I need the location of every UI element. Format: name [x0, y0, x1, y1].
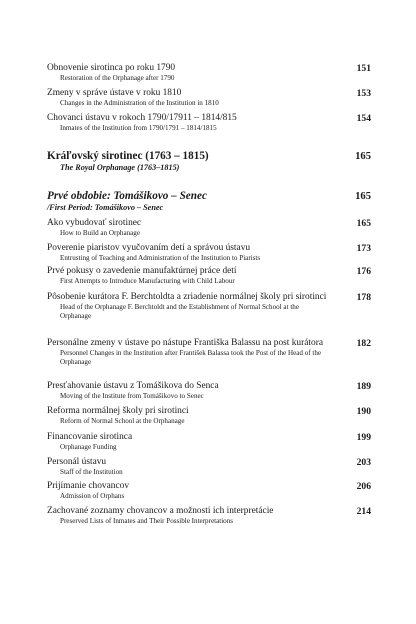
- entry-title: Personálne zmeny v ústave po nástupe Františka Balassu na post kurátora: [47, 338, 323, 348]
- toc-entry: [47, 506, 371, 526]
- entry-page: 203: [356, 457, 371, 468]
- entry-title: Personál ústavu: [47, 457, 107, 467]
- toc-entry: [47, 243, 371, 263]
- entry-title: Prijímanie chovancov: [47, 481, 130, 491]
- entry-page: 190: [356, 406, 371, 417]
- toc-entry: [47, 292, 371, 321]
- toc-entry: [47, 338, 371, 367]
- entry-subtitle: Preserved Lists of Inmates and Their Possible Interpretations: [60, 517, 234, 525]
- entry-title: Pôsobenie kurátora F. Berchtoldta a zriadenie normálnej školy pri sirotinci: [47, 292, 327, 302]
- toc-entry: [47, 457, 371, 477]
- entry-subtitle: Admission of Orphans: [60, 492, 125, 500]
- entry-title: Presťahovanie ústavu z Tomášikova do Senca: [47, 381, 219, 391]
- toc-section: [47, 150, 371, 173]
- toc-entry: [47, 88, 371, 108]
- entry-subtitle: Reform of Normal School at the Orphanage: [60, 417, 185, 425]
- toc-entry: [47, 63, 371, 83]
- entry-page: 153: [356, 88, 371, 99]
- entry-subtitle: Personnel Changes in the Institution after František Balassa took the Post of the Head of the Orphanage: [60, 349, 322, 366]
- entry-page: 182: [356, 338, 371, 349]
- entry-page: 199: [356, 432, 371, 443]
- entry-title: Financovanie sirotinca: [47, 432, 133, 442]
- toc-entry: [47, 113, 371, 133]
- entry-page: 151: [356, 63, 371, 74]
- period-subtitle: /First Period: Tomášikovo – Senec: [47, 203, 164, 212]
- entry-title: Reforma normálnej školy pri sirotinci: [47, 406, 189, 416]
- entry-title: Prvé pokusy o zavedenie manufaktúrnej práce detí: [47, 266, 237, 276]
- period-page: 165: [355, 191, 371, 202]
- entry-page: 154: [356, 113, 371, 124]
- section-subtitle: The Royal Orphanage (1763–1815): [60, 163, 180, 172]
- toc-entry: [47, 481, 371, 501]
- entry-subtitle: Staff of the Institution: [60, 468, 123, 476]
- entry-subtitle: How to Build an Orphanage: [60, 229, 140, 237]
- entry-title: Obnovenie sirotinca po roku 1790: [47, 63, 176, 73]
- entry-subtitle: Changes in the Administration of the Institution in 1810: [60, 99, 219, 107]
- entry-page: 178: [356, 292, 371, 303]
- entry-page: 173: [356, 243, 371, 254]
- entry-subtitle: Head of the Orphanage F. Berchtoldt and the Establishment of Normal School at the Orphanage: [60, 303, 299, 320]
- section-page: 165: [355, 151, 371, 162]
- entry-subtitle: Restoration of the Orphanage after 1790: [60, 74, 175, 82]
- toc-entry: [47, 432, 371, 452]
- entry-page: 206: [356, 481, 371, 492]
- toc-period: [47, 190, 371, 213]
- toc-entry: [47, 381, 371, 401]
- entry-page: 214: [356, 506, 371, 517]
- entry-title: Poverenie piaristov vyučovaním detí a správou ústavu: [47, 243, 251, 253]
- entry-title: Ako vybudovať sirotinec: [47, 218, 142, 228]
- entry-subtitle: Entrusting of Teaching and Administration of the Institution to Piarists: [60, 254, 261, 262]
- entry-subtitle: Inmates of the Institution from 1790/1791 – 1814/1815: [60, 124, 217, 132]
- toc-entry: [47, 406, 371, 426]
- toc-entry: [47, 218, 371, 238]
- entry-page: 165: [356, 218, 371, 229]
- section-title: Kráľovský sirotinec (1763 – 1815): [47, 150, 209, 162]
- period-title: Prvé obdobie: Tomášikovo – Senec: [47, 190, 207, 202]
- entry-subtitle: Orphanage Funding: [60, 443, 117, 451]
- entry-subtitle: First Attempts to Introduce Manufacturing with Child Labour: [60, 277, 235, 285]
- toc-entry: [47, 266, 371, 286]
- entry-title: Chovanci ústavu v rokoch 1790/17911 – 1814/815: [47, 113, 237, 123]
- entry-page: 176: [356, 266, 371, 277]
- entry-title: Zachované zoznamy chovancov a možnosti ich interpretácie: [47, 506, 274, 516]
- entry-title: Zmeny v správe ústave v roku 1810: [47, 88, 182, 98]
- entry-page: 189: [356, 381, 371, 392]
- entry-subtitle: Moving of the Institute from Tomášikovo to Senec: [60, 392, 204, 400]
